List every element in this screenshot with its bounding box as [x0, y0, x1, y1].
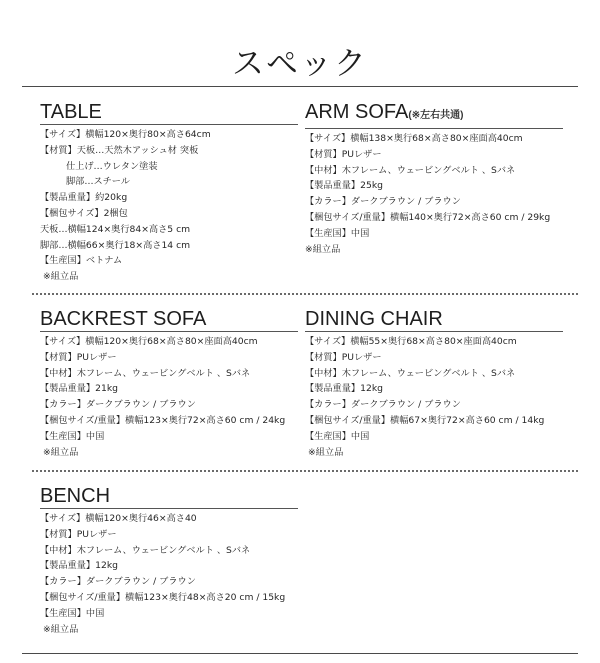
- spec-line: 【生産国】中国: [40, 430, 105, 442]
- section-title-bench: BENCH: [40, 485, 111, 507]
- spec-line: 脚部…横幅66×奥行18×高さ14 cm: [40, 239, 191, 251]
- spec-line: 【梱包サイズ/重量】横幅140×奥行72×高さ60 cm / 29kg: [305, 211, 551, 223]
- spec-line: 【生産国】ベトナム: [40, 255, 123, 267]
- title-divider: [22, 86, 578, 87]
- spec-section-dining-chair: [305, 308, 563, 460]
- spec-line: 【材質】PUレザー: [305, 148, 382, 160]
- spec-line: 【中材】木フレーム、ウェービングベルト 、Sバネ: [305, 367, 516, 379]
- spec-line: 【生産国】中国: [305, 227, 370, 239]
- spec-line: 【製品重量】12kg: [305, 383, 383, 395]
- spec-line: ※組立品: [43, 271, 79, 283]
- spec-line: 【材質】PUレザー: [40, 351, 117, 363]
- spec-line: 【サイズ】横幅120×奥行68×高さ80×座面高40cm: [40, 336, 258, 347]
- spec-line: 【梱包サイズ/重量】横幅67×奥行72×高さ60 cm / 14kg: [305, 414, 545, 426]
- section-underline: [40, 331, 298, 332]
- section-title-dining-chair: DINING CHAIR: [305, 308, 443, 330]
- spec-line: 【生産国】中国: [305, 430, 370, 442]
- section-underline: [305, 331, 563, 332]
- spec-section-backrest-sofa: [40, 308, 298, 460]
- spec-line: 【梱包サイズ/重量】横幅123×奥行48×高さ20 cm / 15kg: [40, 591, 286, 603]
- spec-line: 【サイズ】横幅138×奥行68×高さ80×座面高40cm: [305, 133, 523, 144]
- spec-line: 【製品重量】12kg: [40, 560, 118, 572]
- spec-line: ※組立品: [43, 446, 79, 458]
- bottom-divider: [22, 653, 578, 654]
- spec-section-arm-sofa: [305, 101, 563, 257]
- spec-line: 【中材】木フレーム、ウェービングベルト 、Sバネ: [40, 544, 251, 556]
- section-underline: [40, 124, 298, 125]
- spec-line: 【材質】PUレザー: [305, 351, 382, 363]
- spec-line: 【サイズ】横幅120×奥行80×高さ64cm: [40, 129, 211, 140]
- spec-line: 【生産国】中国: [40, 607, 105, 619]
- section-underline: [40, 508, 298, 509]
- spec-line: 【カラー】ダークブラウン / ブラウン: [305, 196, 461, 208]
- section-title-note: (※左右共通): [408, 110, 464, 121]
- section-title-table: TABLE: [40, 101, 102, 123]
- spec-section-table: [40, 101, 298, 285]
- dotted-separator: [32, 470, 578, 472]
- spec-line: 【カラー】ダークブラウン / ブラウン: [305, 399, 461, 411]
- spec-line: 【カラー】ダークブラウン / ブラウン: [40, 399, 196, 411]
- spec-line: ※組立品: [305, 243, 341, 255]
- spec-line: 【材質】PUレザー: [40, 528, 117, 540]
- spec-line: 【製品重量】約20kg: [40, 192, 128, 204]
- spec-line: 【サイズ】横幅55×奥行68×高さ80×座面高40cm: [305, 336, 517, 347]
- spec-line: ※組立品: [43, 623, 79, 635]
- spec-section-bench: [40, 485, 298, 637]
- spec-line: 【サイズ】横幅120×奥行46×高さ40: [40, 513, 197, 524]
- spec-line: ※組立品: [308, 446, 344, 458]
- spec-line: 天板…横幅124×奥行84×高さ5 cm: [40, 223, 191, 235]
- spec-line: 【材質】天板…天然木アッシュ材 突板: [40, 144, 199, 156]
- section-title-backrest-sofa: BACKREST SOFA: [40, 308, 207, 330]
- section-title-arm-sofa: [305, 101, 563, 127]
- spec-line: 【梱包サイズ】2梱包: [40, 207, 128, 219]
- section-underline: [305, 128, 563, 129]
- spec-line: 【カラー】ダークブラウン / ブラウン: [40, 576, 196, 588]
- spec-line: 【製品重量】21kg: [40, 383, 118, 395]
- section-title-text: ARM SOFA: [305, 101, 409, 123]
- page-title: スペック: [231, 44, 368, 82]
- spec-line: 【製品重量】25kg: [305, 180, 383, 192]
- spec-line: 仕上げ…ウレタン塗装: [66, 160, 158, 172]
- spec-line: 【中材】木フレーム、ウェービングベルト 、Sバネ: [40, 367, 251, 379]
- spec-line: 脚部…スチール: [66, 176, 130, 188]
- spec-line: 【梱包サイズ/重量】横幅123×奥行72×高さ60 cm / 24kg: [40, 414, 286, 426]
- spec-line: 【中材】木フレーム、ウェービングベルト 、Sバネ: [305, 164, 516, 176]
- dotted-separator: [32, 293, 578, 295]
